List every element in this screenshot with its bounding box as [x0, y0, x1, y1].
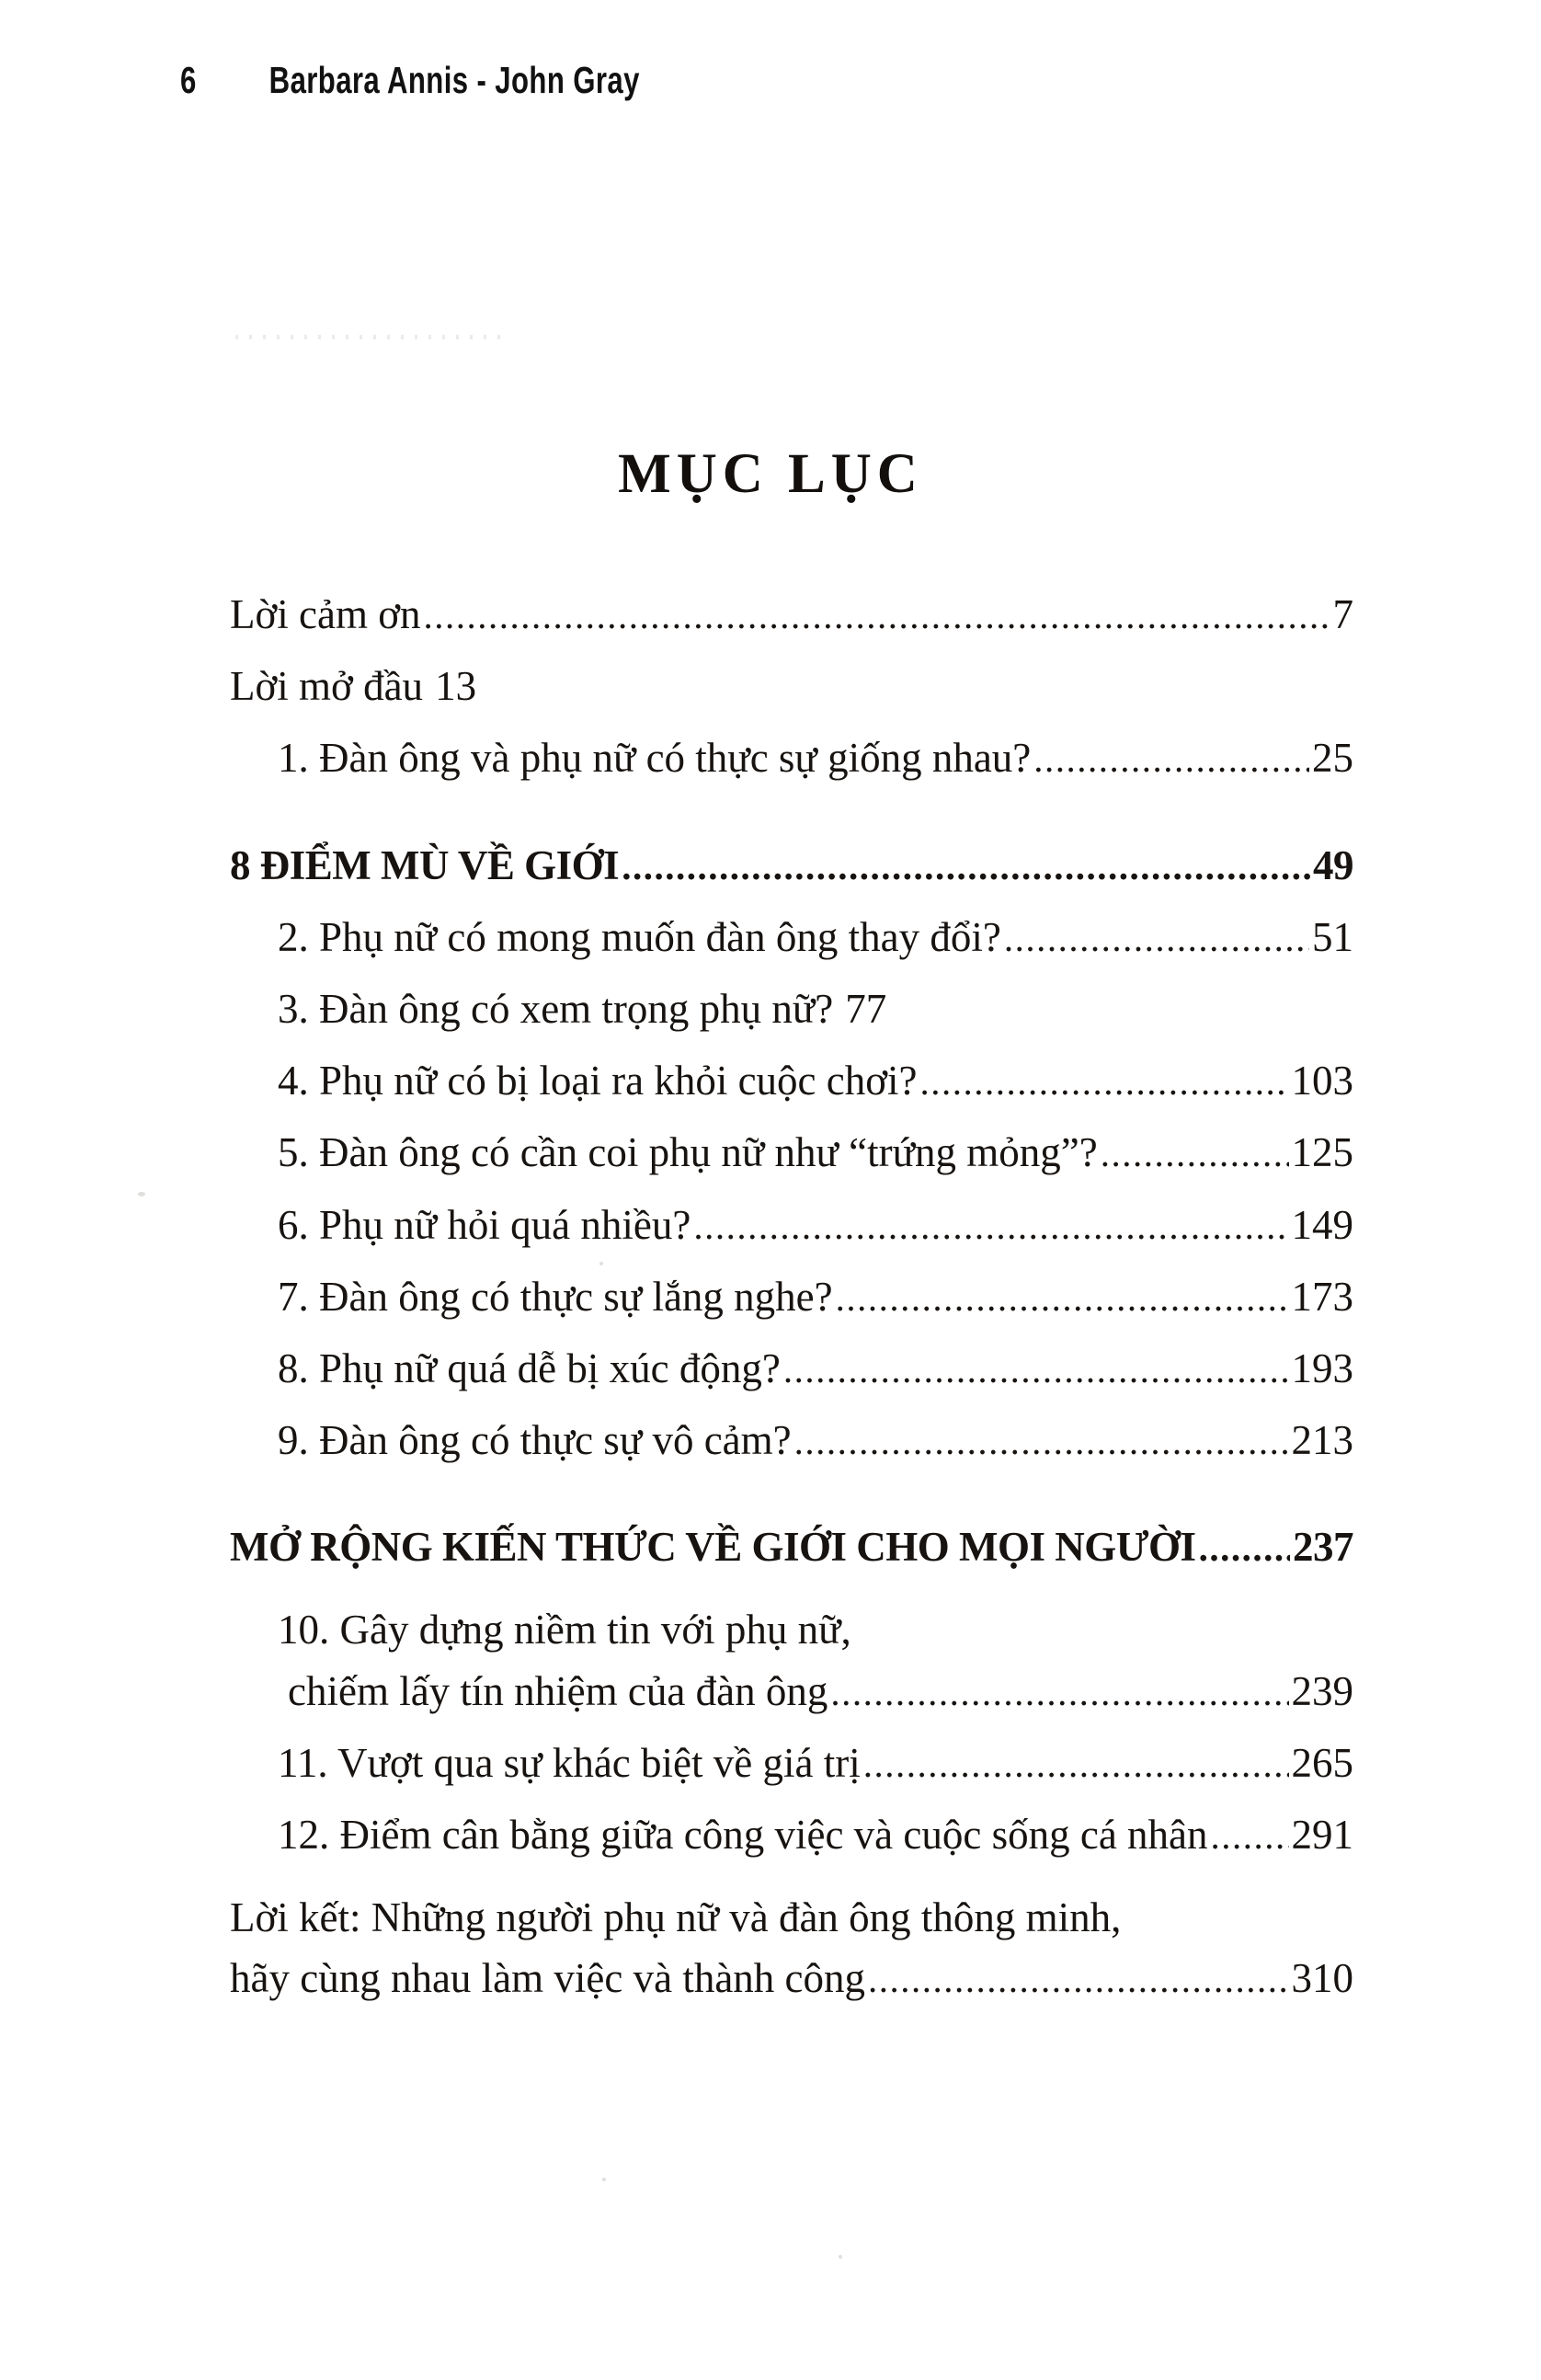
toc-entry-page: 237: [1293, 1524, 1353, 1571]
toc-entry-page: 310: [1291, 1955, 1353, 2002]
dot-leader: [1199, 1523, 1290, 1571]
dot-leader: [836, 1273, 1289, 1321]
scan-artifact: [602, 2178, 606, 2181]
toc-entry-text: 8. Phụ nữ quá dễ bị xúc động?: [278, 1344, 781, 1391]
toc-entry: [230, 1201, 1353, 1249]
toc-entry: [230, 590, 1353, 638]
toc-entry-text: 12. Điểm cân bằng giữa công việc và cuộc sống cá nhân: [278, 1812, 1208, 1858]
toc-entry-page: 25: [1312, 735, 1353, 782]
toc-entry-text: Lời cảm ơn: [230, 591, 421, 637]
toc-entry: [230, 1739, 1353, 1787]
dot-leader: [920, 1057, 1289, 1104]
toc-entry-text: 1. Đàn ông và phụ nữ có thực sự giống nhau?: [278, 735, 1032, 782]
toc-entry: [230, 985, 1353, 1033]
toc-entry-page: 193: [1291, 1344, 1353, 1391]
toc-entry-text: chiếm lấy tín nhiệm của đàn ông: [288, 1667, 828, 1714]
scan-artifact: [235, 335, 511, 339]
dot-leader: [868, 1954, 1288, 2002]
toc-entry-text: 9. Đàn ông có thực sự vô cảm?: [278, 1417, 792, 1464]
toc-entry: [230, 1273, 1353, 1321]
toc-entry: [230, 1811, 1353, 1859]
toc-entry-text: Lời mở đầu: [230, 663, 424, 710]
toc-entry: [230, 662, 1353, 710]
toc-entry: [230, 1416, 1353, 1464]
dot-leader: [783, 1344, 1289, 1392]
dot-leader: [1033, 734, 1309, 782]
toc: [230, 590, 1353, 2003]
dot-leader: [794, 1416, 1289, 1464]
toc-entry: [230, 841, 1353, 889]
scan-artifact: [138, 1192, 145, 1196]
toc-entry-page: 291: [1291, 1812, 1353, 1858]
toc-entry-text: 11. Vượt qua sự khác biệt về giá trị: [278, 1739, 861, 1786]
toc-entry-page: 49: [1313, 841, 1353, 888]
dot-leader: [1004, 913, 1309, 961]
toc-entry-page: 7: [1332, 591, 1353, 637]
toc-entry-page: 77: [845, 985, 887, 1032]
dot-leader: [693, 1201, 1288, 1249]
toc-entry-text: 3. Đàn ông có xem trọng phụ nữ?: [278, 985, 834, 1032]
toc-entry-text: MỞ RỘNG KIẾN THỨC VỀ GIỚI CHO MỌI NGƯỜI: [230, 1524, 1196, 1571]
toc-entry-page: 103: [1291, 1058, 1353, 1104]
toc-entry-page: 13: [435, 663, 477, 710]
folio-page-number: 6: [180, 59, 197, 101]
dot-leader: [424, 590, 1330, 638]
toc-entry: [230, 1667, 1353, 1715]
dot-leader: [622, 841, 1310, 889]
toc-entry: [230, 1057, 1353, 1104]
toc-entry-text: 4. Phụ nữ có bị loại ra khỏi cuộc chơi?: [278, 1058, 918, 1104]
toc-entry-text: 5. Đàn ông có cần coi phụ nữ như “trứng mỏng”?: [278, 1129, 1098, 1176]
toc-entry-text: hãy cùng nhau làm việc và thành công: [230, 1955, 866, 2002]
toc-entry-page: 51: [1312, 913, 1353, 960]
toc-entry-page: 265: [1291, 1739, 1353, 1786]
toc-entry: [230, 734, 1353, 782]
toc-entry: [230, 1344, 1353, 1392]
toc-entry-page: 173: [1291, 1273, 1353, 1320]
dot-leader: [830, 1667, 1288, 1715]
running-head-authors: Barbara Annis - John Gray: [268, 59, 640, 101]
dot-leader: [1211, 1811, 1289, 1859]
toc-entry-text: 7. Đàn ông có thực sự lắng nghe?: [278, 1273, 833, 1320]
toc-entry: [230, 1606, 1353, 1653]
toc-entry-page: 239: [1291, 1667, 1353, 1714]
toc-entry: [230, 1894, 1353, 1941]
toc-entry-text: 2. Phụ nữ có mong muốn đàn ông thay đổi?: [278, 913, 1001, 960]
running-head: [180, 59, 640, 102]
toc-entry-page: 125: [1291, 1129, 1353, 1176]
toc-entry-text: 6. Phụ nữ hỏi quá nhiều?: [278, 1201, 691, 1248]
toc-entry-page: 213: [1291, 1417, 1353, 1464]
toc-entry: [230, 1128, 1353, 1176]
toc-entry: [230, 1523, 1353, 1571]
toc-entry-text: 8 ĐIỂM MÙ VỀ GIỚI: [230, 841, 620, 888]
toc-entry-text: 10. Gây dựng niềm tin với phụ nữ,: [278, 1607, 851, 1653]
page-title: MỤC LỤC: [618, 442, 923, 505]
dot-leader: [863, 1739, 1289, 1787]
dot-leader: [1101, 1128, 1289, 1176]
toc-entry-page: 149: [1291, 1201, 1353, 1248]
scan-artifact: [839, 2255, 842, 2259]
toc-entry: [230, 913, 1353, 961]
toc-entry-text: Lời kết: Những người phụ nữ và đàn ông thông minh,: [230, 1894, 1122, 1941]
toc-entry: [230, 1954, 1353, 2002]
